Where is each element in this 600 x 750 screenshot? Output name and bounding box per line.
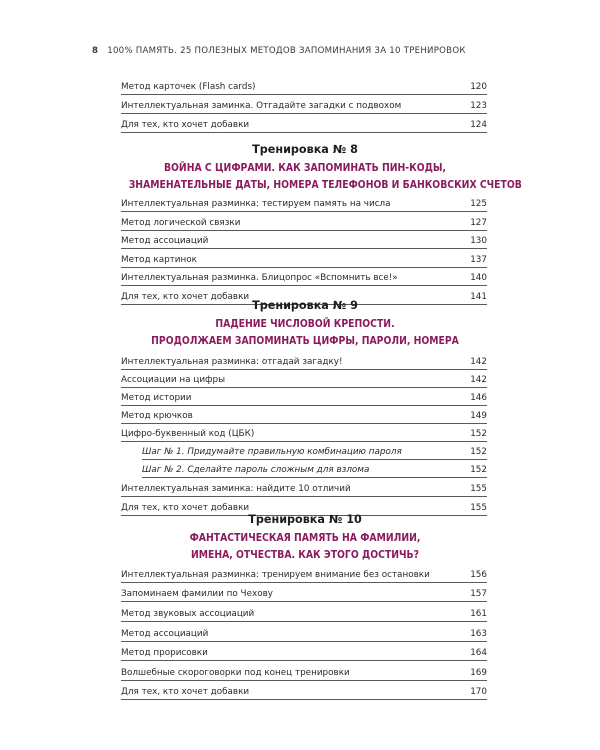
toc-entry-page: 152 (470, 429, 487, 439)
toc-entry-page: 152 (470, 465, 487, 475)
toc-entry-label: Интеллектуальная разминка: тренируем внимание без остановки (121, 570, 430, 580)
toc-entry-page: 141 (470, 292, 487, 302)
toc-entry (121, 96, 487, 114)
toc-entry-label: Ассоциации на цифры (121, 375, 226, 385)
toc-entry-label: Для тех, кто хочет добавки (121, 503, 250, 513)
toc-entry-page: 156 (470, 570, 487, 580)
toc-entry-label: Метод карточек (Flash cards) (121, 82, 256, 92)
toc-entry (121, 213, 487, 231)
toc-entry-label: Метод логической связки (121, 218, 241, 228)
toc-entry-page: 123 (470, 101, 487, 111)
toc-entry-label: Метод картинок (121, 255, 197, 265)
toc-entry-label: Метод ассоциаций (121, 629, 209, 639)
toc-entry-page: 125 (470, 199, 487, 209)
toc-entry-page: 140 (470, 273, 487, 283)
toc-entry-label: Метод истории (121, 393, 192, 403)
toc-subentry (142, 442, 487, 460)
toc-entry (121, 682, 487, 700)
toc-entry (121, 584, 487, 602)
toc-entry (121, 115, 487, 133)
toc-entry-label: Шаг № 1. Придумайте правильную комбинацию пароля (142, 447, 402, 457)
toc-entry-label: Метод прорисовки (121, 648, 208, 658)
section-title-line: ЗНАМЕНАТЕЛЬНЫЕ ДАТЫ, НОМЕРА ТЕЛЕФОНОВ И БАНКОВСКИХ СЧЕТОВ (128, 178, 522, 191)
toc-entry-label: Для тех, кто хочет добавки (121, 292, 250, 302)
toc-entry-page: 155 (470, 484, 487, 494)
toc-entry-page: 149 (470, 411, 487, 421)
toc-entry (121, 624, 487, 642)
running-head (92, 46, 512, 56)
toc-entry-label: Для тех, кто хочет добавки (121, 687, 250, 697)
toc-entry-page: 169 (470, 668, 487, 678)
toc-entry-label: Интеллектуальная разминка. Блицопрос «Вспомнить все!» (121, 273, 398, 283)
toc-entry-page: 142 (470, 357, 487, 367)
book-title: 100% ПАМЯТЬ. 25 ПОЛЕЗНЫХ МЕТОДОВ ЗАПОМИНАНИЯ ЗА 10 ТРЕНИРОВОК (107, 46, 466, 56)
section-heading-8: Тренировка № 8 (252, 143, 358, 156)
toc-entry-label: Волшебные скороговорки под конец тренировки (121, 668, 350, 678)
toc-entry-label: Для тех, кто хочет добавки (121, 120, 250, 130)
toc-entry-page: 130 (470, 236, 487, 246)
section-title-line: ИМЕНА, ОТЧЕСТВА. КАК ЭТОГО ДОСТИЧЬ? (190, 548, 420, 561)
section-title-line: ПАДЕНИЕ ЧИСЛОВОЙ КРЕПОСТИ. (215, 317, 395, 330)
toc-entry-page: 163 (470, 629, 487, 639)
toc-entry-label: Интеллектуальная разминка: тестируем память на числа (121, 199, 391, 209)
toc-entry-page: 157 (470, 589, 487, 599)
toc-entry-page: 146 (470, 393, 487, 403)
toc-entry-page: 155 (470, 503, 487, 513)
toc-entry-label: Интеллектуальная заминка. Отгадайте загадки с подвохом (121, 101, 402, 111)
section-title-line: ФАНТАСТИЧЕСКАЯ ПАМЯТЬ НА ФАМИЛИИ, (189, 531, 421, 544)
toc-entry (121, 604, 487, 622)
toc-entry (121, 250, 487, 268)
toc-entry-page: 124 (470, 120, 487, 130)
toc-entry (121, 565, 487, 583)
section-heading-9: Тренировка № 9 (252, 299, 358, 312)
toc-entry-label: Цифро-буквенный код (ЦБК) (121, 429, 255, 439)
toc-entry (121, 370, 487, 388)
page-number: 8 (92, 46, 99, 56)
toc-entry-page: 152 (470, 447, 487, 457)
toc-entry (121, 406, 487, 424)
toc-entry (121, 479, 487, 497)
toc-entry-label: Интеллектуальная заминка: найдите 10 отличий (121, 484, 351, 494)
toc-entry-label: Запоминаем фамилии по Чехову (121, 589, 273, 599)
toc-entry (121, 231, 487, 249)
toc-entry-page: 142 (470, 375, 487, 385)
section-title-line: ПРОДОЛЖАЕМ ЗАПОМИНАТЬ ЦИФРЫ, ПАРОЛИ, НОМЕРА (151, 334, 459, 347)
toc-entry-page: 120 (470, 82, 487, 92)
toc-entry (121, 424, 487, 442)
toc-entry-label: Шаг № 2. Сделайте пароль сложным для взлома (142, 465, 370, 475)
toc-entry-label: Интеллектуальная разминка: отгадай загадку! (121, 357, 343, 367)
toc-entry-label: Метод крючков (121, 411, 193, 421)
toc-entry (121, 352, 487, 370)
toc-entry (121, 663, 487, 681)
toc-entry-page: 161 (470, 609, 487, 619)
toc-entry-label: Метод ассоциаций (121, 236, 209, 246)
toc-entry-page: 170 (470, 687, 487, 697)
toc-entry (121, 643, 487, 661)
toc-entry (121, 268, 487, 286)
section-heading-10: Тренировка № 10 (248, 513, 362, 526)
toc-entry-page: 137 (470, 255, 487, 265)
toc-entry-page: 127 (470, 218, 487, 228)
toc-entry-page: 164 (470, 648, 487, 658)
toc-entry (121, 194, 487, 212)
toc-subentry (142, 460, 487, 478)
toc-entry (121, 77, 487, 95)
toc-entry-label: Метод звуковых ассоциаций (121, 609, 255, 619)
toc-entry (121, 388, 487, 406)
section-title-line: ВОЙНА С ЦИФРАМИ. КАК ЗАПОМИНАТЬ ПИН-КОДЫ, (163, 161, 447, 174)
